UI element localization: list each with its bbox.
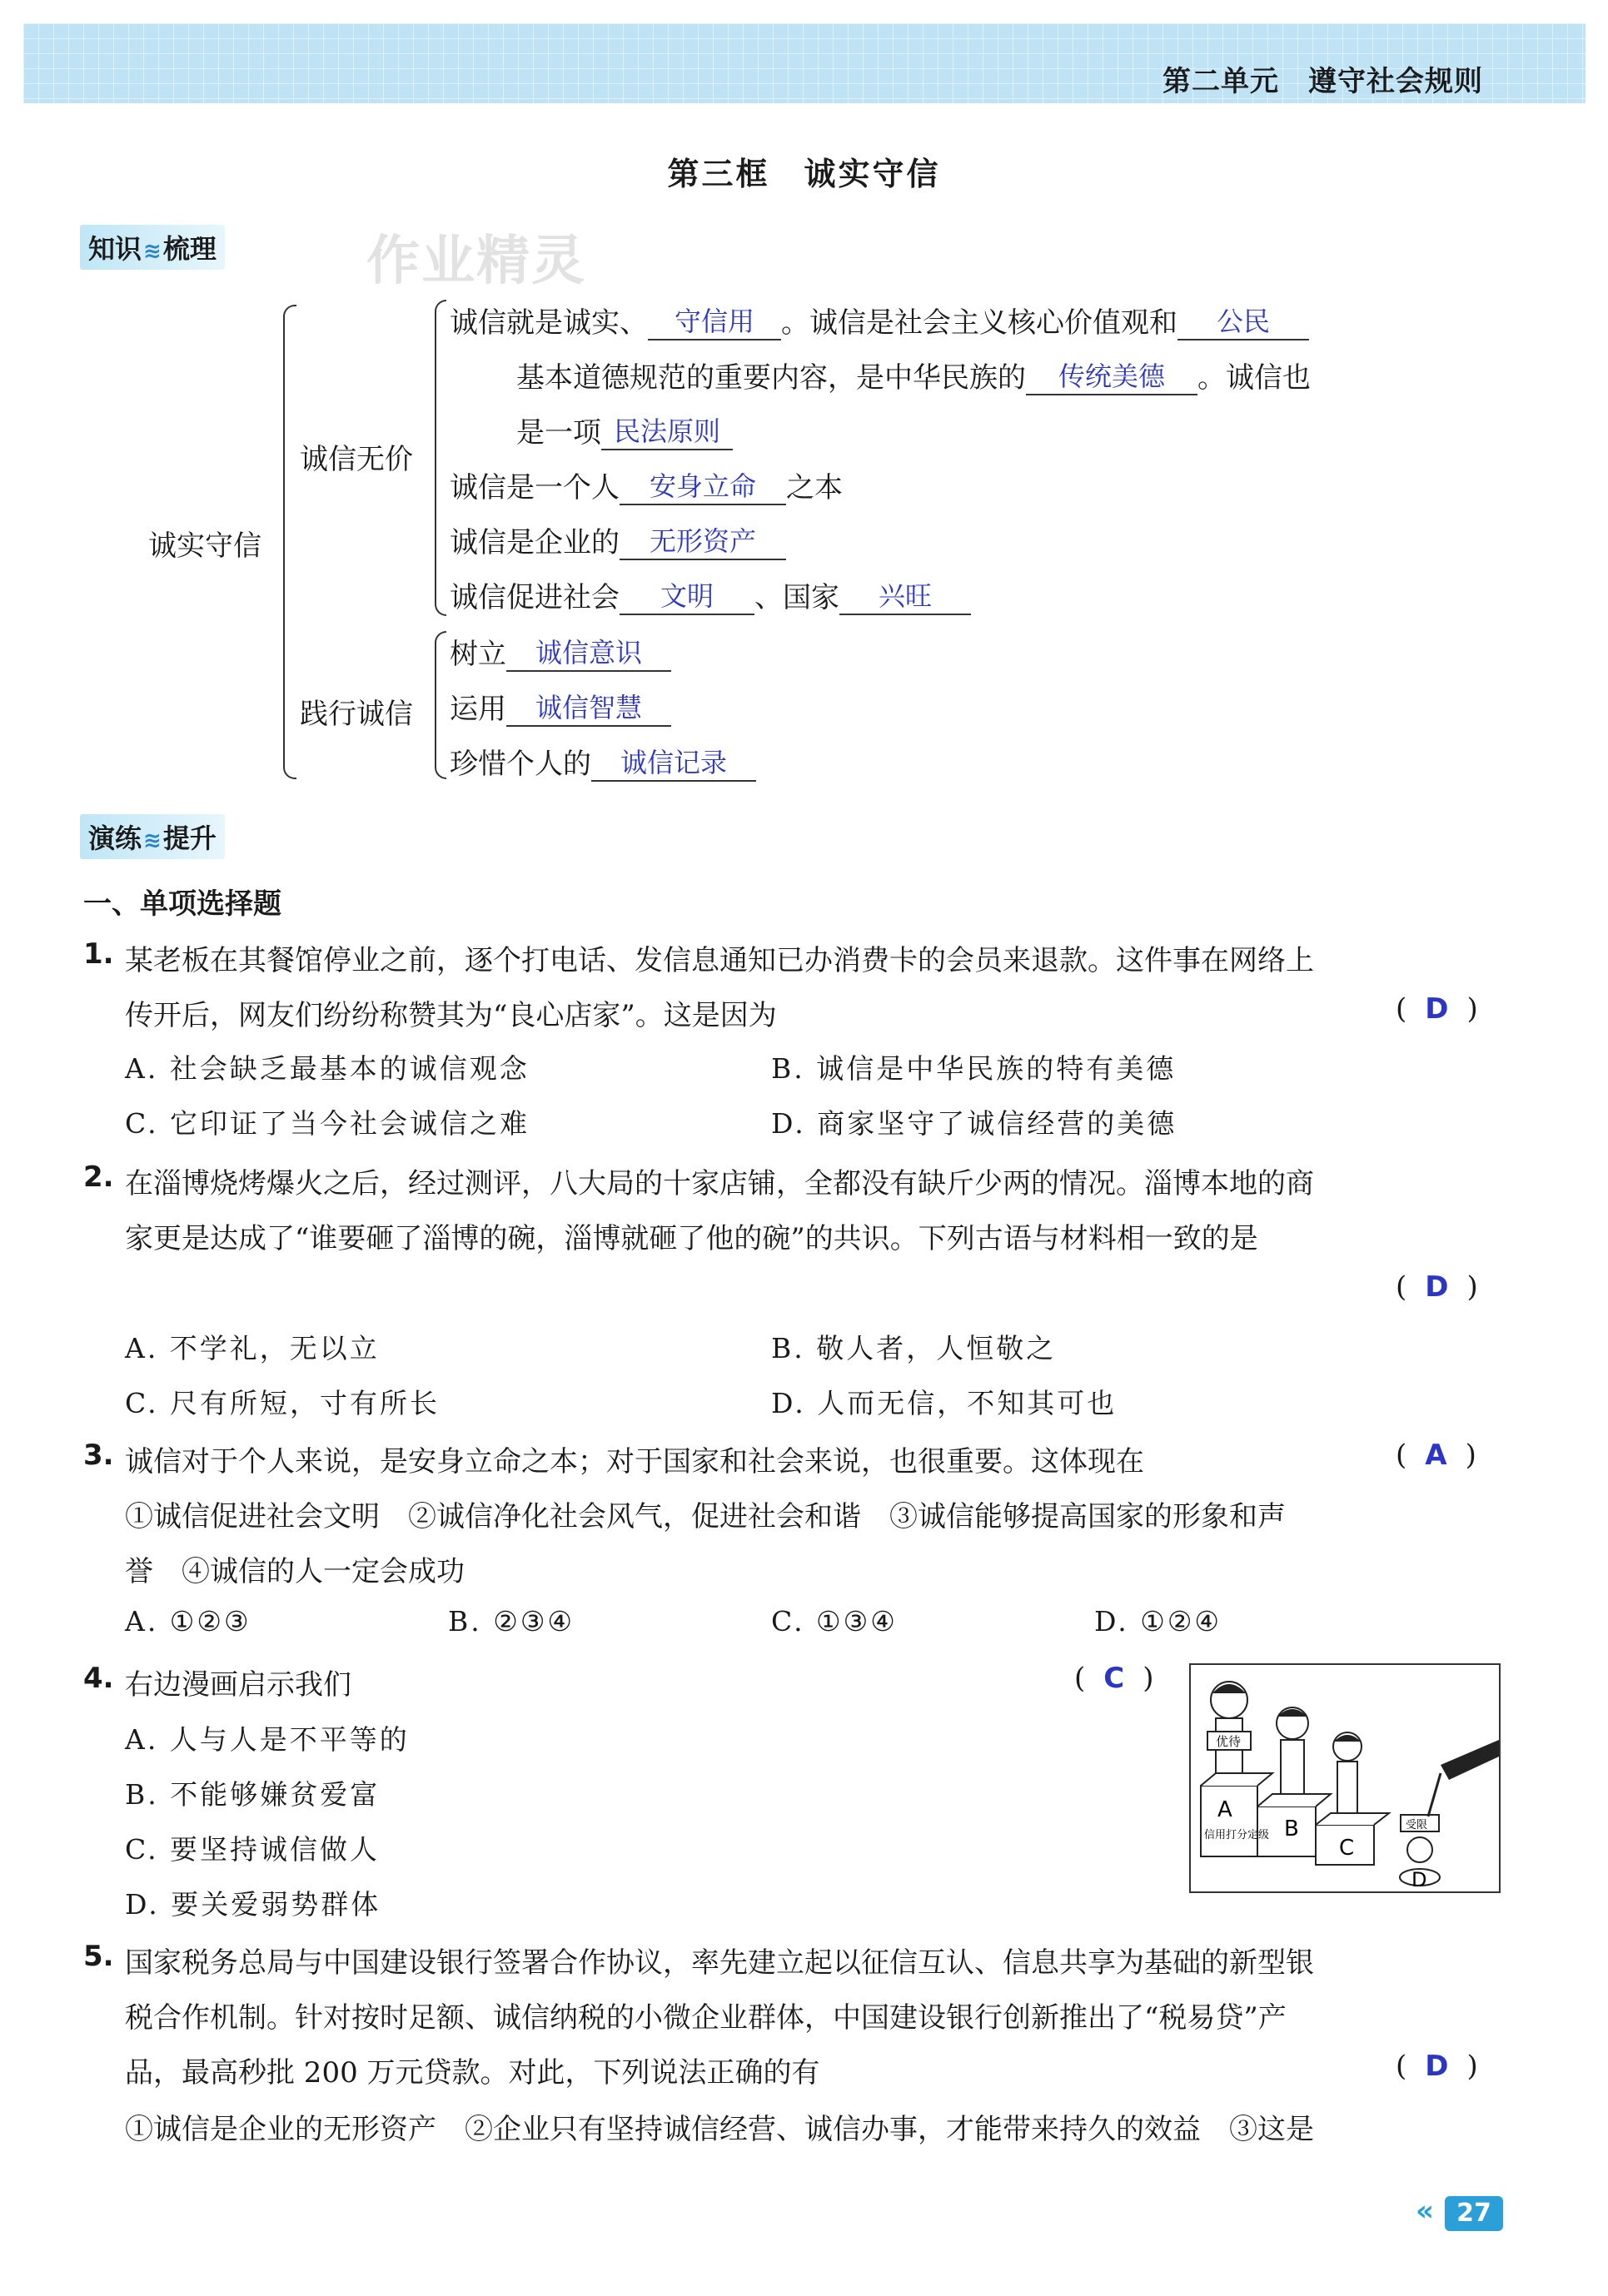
watermark: 作业精灵 (366, 231, 586, 292)
question-5-line-4: ①诚信是企业的无形资产 ②企业只有坚持诚信经营、诚信办事，才能带来持久的效益 ③这是 (125, 2113, 1314, 2146)
blank-9 (506, 637, 671, 672)
question-3-option-d: D. ①②④ (1094, 1605, 1222, 1638)
leaf-5 (450, 631, 671, 672)
blank-11 (591, 747, 756, 782)
question-3-option-a: A. ①②③ (125, 1605, 251, 1638)
mindmap-root: 诚实守信 (148, 529, 261, 563)
question-1-option-d: D. 商家坚守了诚信经营的美德 (771, 1107, 1177, 1140)
question-3-line-1: 诚信对于个人来说，是安身立命之本；对于国家和社会来说，也很重要。这体现在 (125, 1445, 1144, 1478)
unit-title: 第二单元 遵守社会规则 (1162, 65, 1483, 98)
leaf-text: 诚信是一个人 (450, 471, 620, 504)
blank-6 (620, 525, 786, 560)
leaf-text: 树立 (450, 638, 506, 671)
question-4-number: 4. (83, 1662, 114, 1695)
leaf-7 (450, 741, 756, 782)
step-d-label: D (1411, 1868, 1427, 1891)
blank-5 (620, 470, 786, 505)
branch1-brace (435, 300, 446, 616)
step-b-label: B (1284, 1816, 1299, 1841)
blank-2 (1177, 306, 1309, 340)
answer-9: 诚信意识 (535, 637, 642, 668)
answer-7: 文明 (660, 580, 714, 612)
blank-1 (648, 306, 781, 340)
leaf-3 (450, 519, 786, 560)
leaf-text: 诚信是企业的 (450, 526, 620, 559)
leaf-text: 诚信就是诚实、 (450, 306, 648, 340)
tag-right-text: 提升 (162, 822, 217, 854)
section-tag-practice (80, 814, 225, 859)
question-3-option-c: C. ①③④ (771, 1605, 898, 1638)
leaf-1-cont (516, 355, 1311, 395)
question-4-option-d: D. 要关爱弱势群体 (125, 1888, 381, 1921)
answer-letter: D (1425, 1270, 1449, 1304)
sign-bottom-label: 受限 (1406, 1819, 1428, 1831)
leaf-text: 诚信促进社会 (450, 581, 620, 614)
question-1-answer: ( D ) (1396, 992, 1478, 1026)
section-tag-knowledge (80, 225, 225, 270)
answer-11: 诚信记录 (620, 747, 727, 778)
question-1-option-c: C. 它印证了当今社会诚信之难 (125, 1107, 530, 1140)
mindmap-branch-1: 诚信无价 (300, 443, 413, 476)
answer-letter: D (1425, 2050, 1449, 2083)
step-a-label: A (1217, 1797, 1232, 1822)
leaf-text: 是一项 (516, 416, 601, 450)
question-1-line-1: 某老板在其餐馆停业之前，逐个打电话、发信息通知已办消费卡的会员来退款。这件事在网络上 (125, 944, 1314, 977)
leaf-text: 珍惜个人的 (450, 748, 591, 781)
answer-4: 民法原则 (613, 415, 720, 447)
blank-4 (601, 415, 733, 450)
leaf-text: 基本道德规范的重要内容，是中华民族的 (516, 361, 1026, 395)
sign-top-label: 优待 (1216, 1734, 1242, 1749)
question-3-option-b: B. ②③④ (448, 1605, 575, 1638)
question-1-number: 1. (83, 937, 114, 971)
leaf-6 (450, 686, 671, 727)
tag-left-text: 演练 (88, 822, 142, 854)
cartoon-drawing (1191, 1665, 1499, 1891)
question-4-answer: ( C ) (1074, 1662, 1154, 1695)
question-2-line-2: 家更是达成了“谁要砸了淄博的碗，淄博就砸了他的碗”的共识。下列古语与材料相一致的是 (125, 1222, 1258, 1255)
answer-1: 守信用 (674, 306, 754, 337)
question-5-line-2: 税合作机制。针对按时足额、诚信纳税的小微企业群体，中国建设银行创新推出了“税易贷”产 (125, 2001, 1287, 2035)
leaf-1-cont2 (516, 410, 733, 450)
question-1-option-a: A. 社会缺乏最基本的诚信观念 (125, 1052, 530, 1085)
question-2-number: 2. (83, 1160, 114, 1194)
leaf-1 (450, 300, 1309, 340)
question-4-line-1: 右边漫画启示我们 (125, 1668, 351, 1702)
page-arrows-icon: « (1416, 2194, 1434, 2228)
tag-left-text: 知识 (88, 233, 142, 265)
blank-8 (839, 580, 971, 615)
answer-2: 公民 (1216, 306, 1270, 337)
question-2-option-b: B. 敬人者，人恒敬之 (771, 1332, 1057, 1364)
root-brace (283, 305, 296, 779)
answer-10: 诚信智慧 (535, 692, 642, 723)
step-caption: 信用打分定级 (1204, 1829, 1270, 1841)
question-5-line-3: 品，最高秒批 200 万元贷款。对此，下列说法正确的有 (125, 2056, 820, 2090)
answer-3: 传统美德 (1058, 360, 1165, 392)
section-heading: 一、单项选择题 (83, 887, 281, 921)
question-2-answer: ( D ) (1396, 1270, 1478, 1304)
question-1-option-b: B. 诚信是中华民族的特有美德 (771, 1052, 1177, 1085)
answer-5: 安身立命 (649, 470, 756, 502)
page-title: 第三框 诚实守信 (667, 156, 941, 192)
leaf-text: 。诚信也 (1197, 361, 1311, 395)
question-2-line-1: 在淄博烧烤爆火之后，经过测评，八大局的十家店铺，全都没有缺斤少两的情况。淄博本地的商 (125, 1167, 1314, 1200)
question-2-option-c: C. 尺有所短，寸有所长 (125, 1387, 441, 1419)
leaf-text: 、国家 (754, 581, 839, 614)
page-number: 27 (1445, 2196, 1503, 2231)
question-5-number: 5. (83, 1940, 114, 1973)
blank-3 (1026, 360, 1197, 395)
question-2-option-a: A. 不学礼，无以立 (125, 1332, 380, 1364)
tag-right-text: 梳理 (162, 233, 217, 265)
leaf-text: 运用 (450, 693, 506, 726)
answer-8: 兴旺 (878, 580, 932, 612)
question-1-line-2: 传开后，网友们纷纷称赞其为“良心店家”。这是因为 (125, 999, 777, 1032)
leaf-4 (450, 574, 971, 615)
answer-letter: D (1425, 992, 1449, 1026)
question-5-answer: ( D ) (1396, 2050, 1478, 2083)
blank-10 (506, 692, 671, 727)
question-4-option-c: C. 要坚持诚信做人 (125, 1833, 381, 1866)
question-4-option-b: B. 不能够嫌贫爱富 (125, 1778, 381, 1811)
cartoon-image (1189, 1663, 1501, 1893)
question-4-option-a: A. 人与人是不平等的 (125, 1723, 410, 1756)
question-3-answer: ( A ) (1396, 1439, 1476, 1472)
leaf-text: 。诚信是社会主义核心价值观和 (781, 306, 1177, 340)
question-3-line-2: ①诚信促进社会文明 ②诚信净化社会风气，促进社会和谐 ③诚信能够提高国家的形象和声 (125, 1500, 1286, 1533)
answer-6: 无形资产 (649, 525, 756, 557)
wave-icon: ≋ (143, 828, 162, 853)
step-c-label: C (1339, 1836, 1355, 1861)
branch2-brace (435, 631, 446, 779)
question-3-number: 3. (83, 1439, 114, 1472)
leaf-2 (450, 465, 843, 505)
answer-letter: A (1425, 1439, 1447, 1472)
mindmap-branch-2: 践行诚信 (300, 698, 413, 731)
answer-letter: C (1103, 1662, 1125, 1695)
blank-7 (620, 580, 754, 615)
question-3-line-3: 誉 ④诚信的人一定会成功 (125, 1555, 465, 1588)
question-5-line-1: 国家税务总局与中国建设银行签署合作协议，率先建立起以征信互认、信息共享为基础的新型银 (125, 1946, 1314, 1980)
question-2-option-d: D. 人而无信，不知其可也 (771, 1387, 1118, 1419)
wave-icon: ≋ (143, 239, 162, 264)
leaf-text: 之本 (786, 471, 843, 504)
